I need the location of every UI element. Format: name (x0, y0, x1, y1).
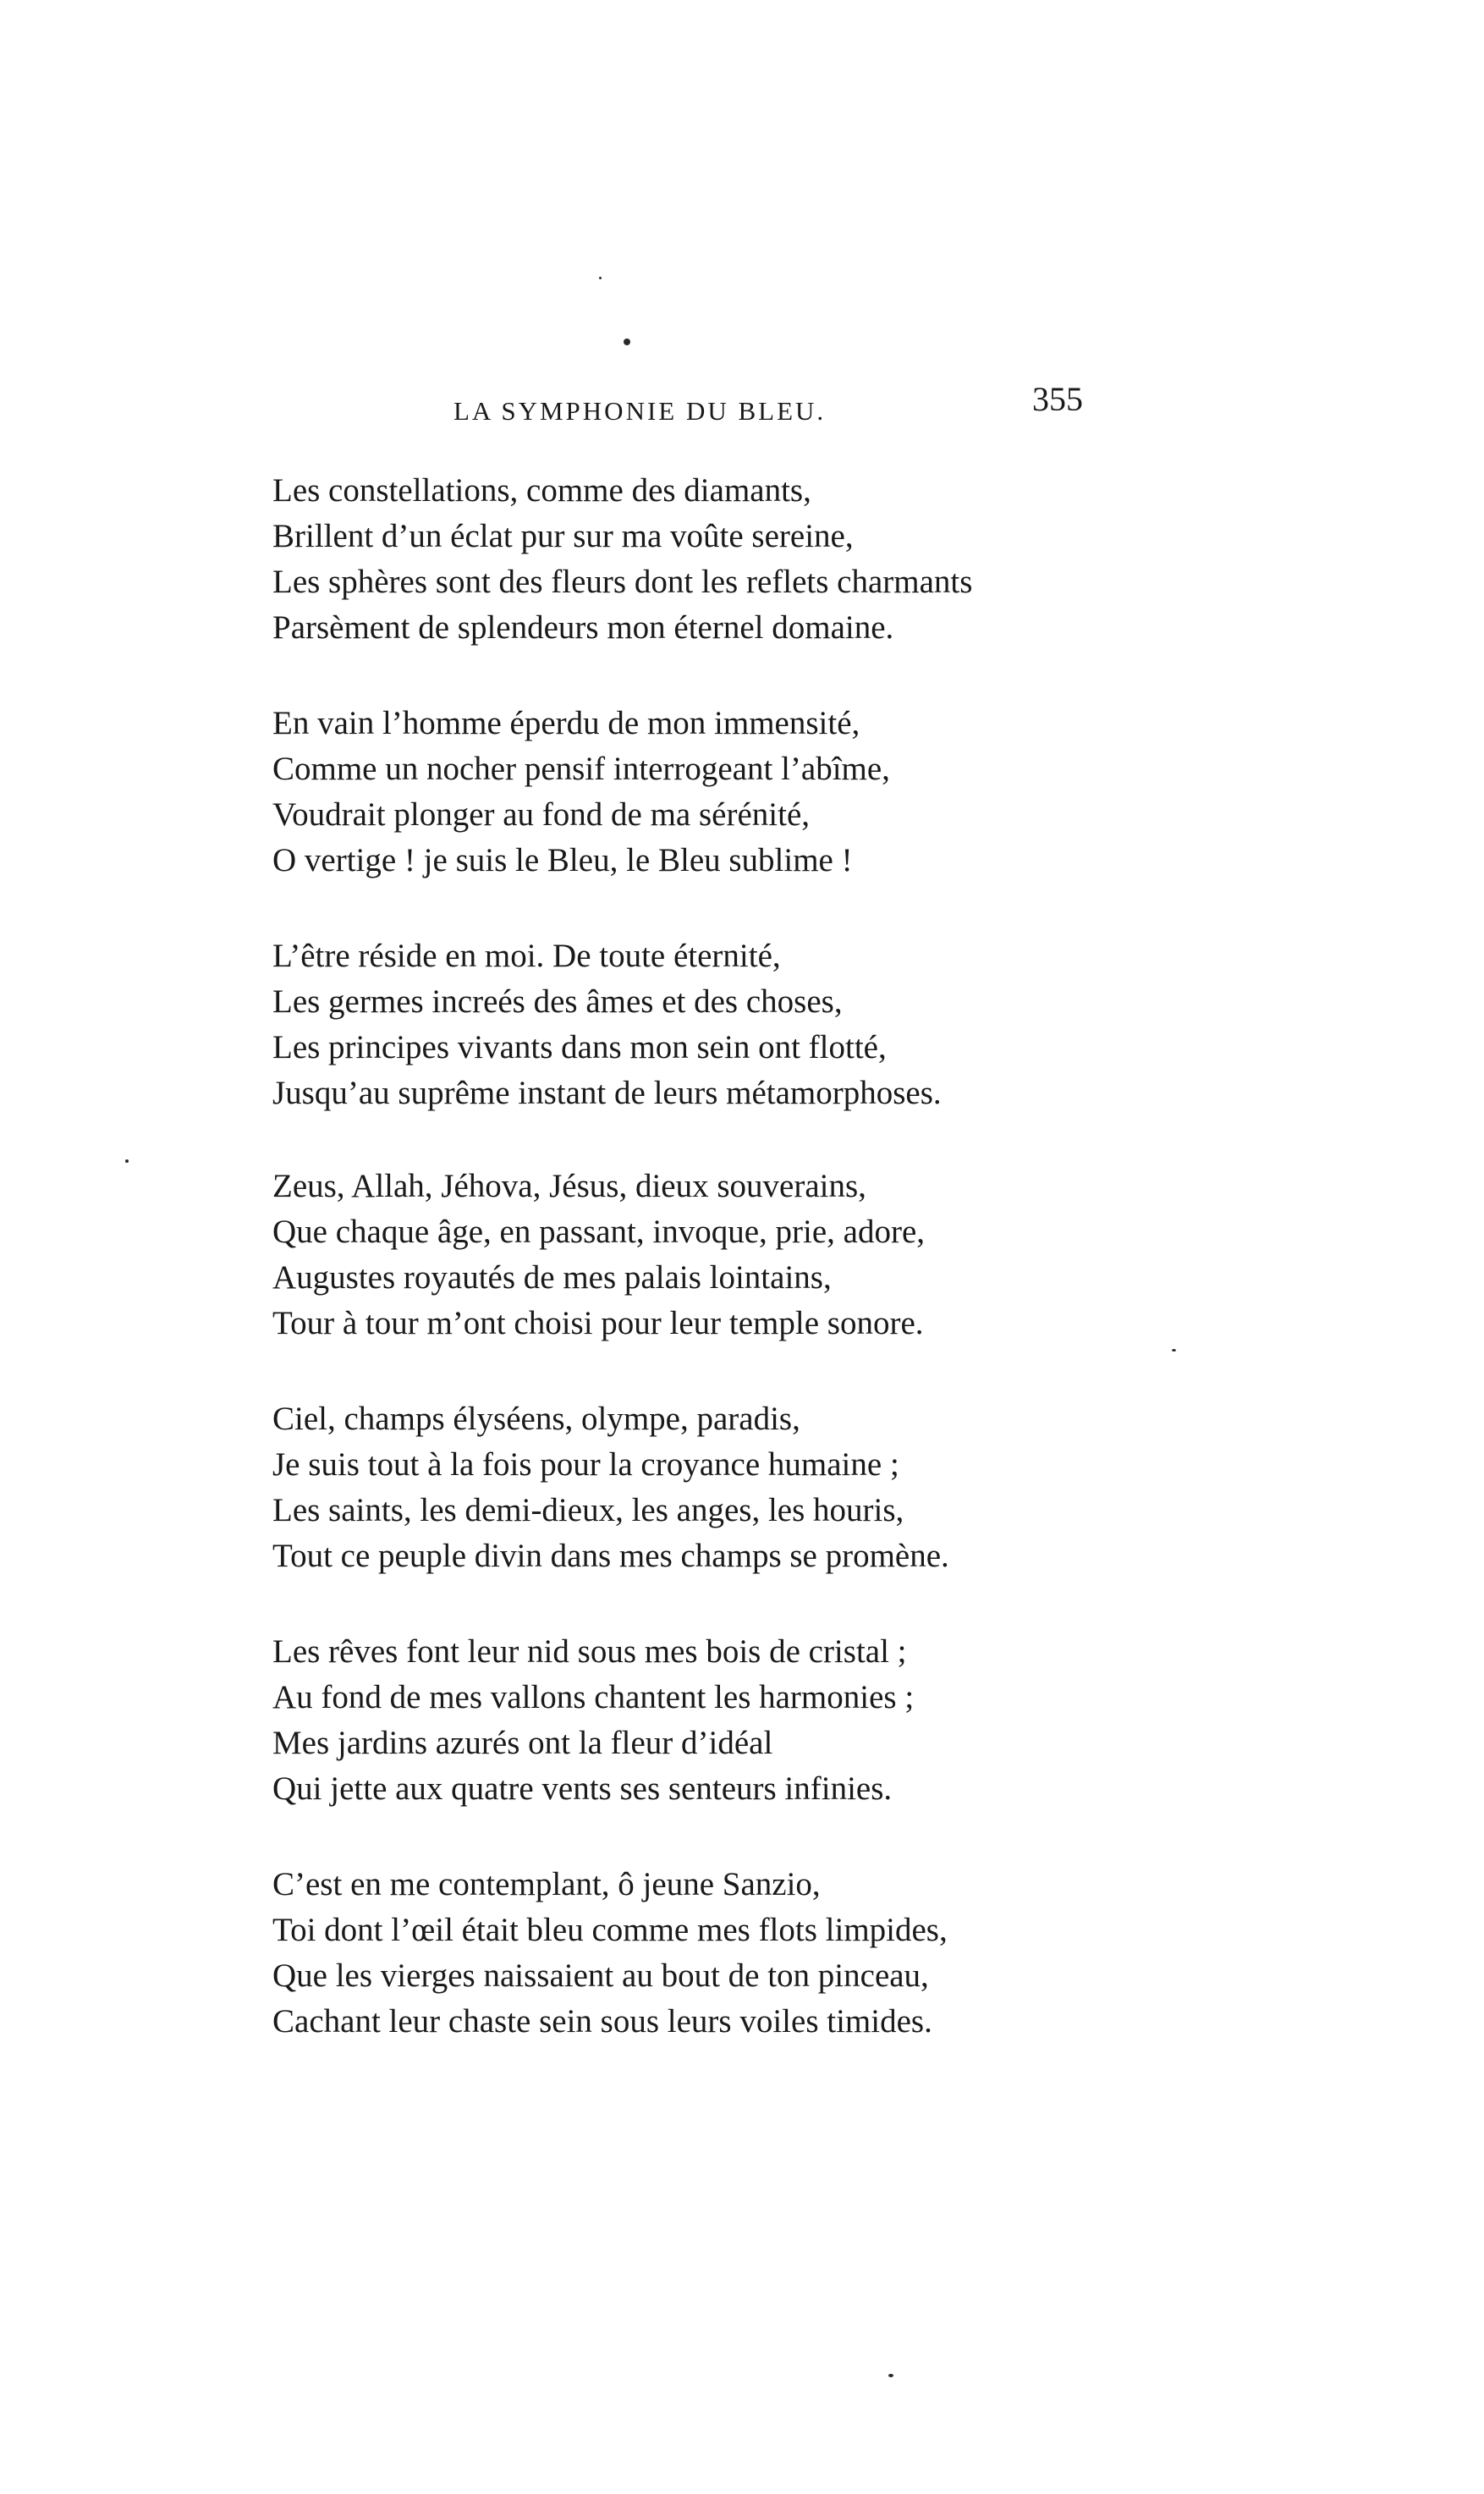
stanza-3 (272, 933, 1118, 1116)
verse-line: Parsèment de splendeurs mon éternel domaine. (272, 609, 894, 646)
verse-line: L’être réside en moi. De toute éternité, (272, 938, 781, 974)
verse-line: Ciel, champs élyséens, olympe, paradis, (272, 1401, 800, 1437)
verse-line: Comme un nocher pensif interrogeant l’abîme, (272, 751, 890, 787)
verse-line: Je suis tout à la fois pour la croyance humaine ; (272, 1446, 899, 1483)
ink-speck (624, 339, 630, 345)
stanza-2 (272, 701, 1118, 884)
ink-speck (599, 277, 602, 279)
verse-line: Brillent d’un éclat pur sur ma voûte sereine, (272, 518, 854, 554)
ink-speck (888, 2374, 893, 2377)
verse-line: Que chaque âge, en passant, invoque, prie, adore, (272, 1214, 926, 1250)
stanza-6 (272, 1629, 1118, 1812)
verse-line: Les sphères sont des fleurs dont les reflets charmants (272, 564, 973, 600)
verse-line: Qui jette aux quatre vents ses senteurs infinies. (272, 1770, 893, 1807)
verse-line: Toi dont l’œil était bleu comme mes flots limpides, (272, 1912, 948, 1948)
running-title: LA SYMPHONIE DU BLEU. (453, 396, 827, 426)
verse-line: C’est en me contemplant, ô jeune Sanzio, (272, 1866, 821, 1902)
ink-speck (125, 1159, 129, 1163)
verse-line: Les saints, les demi-dieux, les anges, les houris, (272, 1492, 904, 1528)
verse-line: Mes jardins azurés ont la fleur d’idéal (272, 1725, 773, 1761)
verse-line: Jusqu’au suprême instant de leurs métamorphoses. (272, 1075, 942, 1111)
verse-line: O vertige ! je suis le Bleu, le Bleu sublime ! (272, 842, 853, 878)
verse-line: Les germes increés des âmes et des choses, (272, 983, 843, 1020)
stanza-1 (272, 468, 1118, 651)
verse-line: Tour à tour m’ont choisi pour leur temple sonore. (272, 1305, 924, 1341)
verse-line: Les rêves font leur nid sous mes bois de cristal ; (272, 1633, 907, 1670)
verse-line: Voudrait plonger au fond de ma sérénité, (272, 796, 811, 833)
verse-line: Zeus, Allah, Jéhova, Jésus, dieux souverains, (272, 1168, 866, 1204)
page-number: 355 (1032, 380, 1083, 418)
verse-line: Tout ce peuple divin dans mes champs se promène. (272, 1538, 949, 1574)
verse-line: Augustes royautés de mes palais lointains, (272, 1259, 832, 1296)
verse-line: Les constellations, comme des diamants, (272, 472, 811, 509)
stanza-7 (272, 1862, 1118, 2045)
verse-line: Les principes vivants dans mon sein ont flotté, (272, 1029, 887, 1065)
stanza-5 (272, 1396, 1118, 1579)
ink-speck (1172, 1349, 1176, 1352)
verse-line: Au fond de mes vallons chantent les harmonies ; (272, 1679, 915, 1715)
verse-line: Cachant leur chaste sein sous leurs voiles timides. (272, 2003, 932, 2040)
verse-line: En vain l’homme éperdu de mon immensité, (272, 705, 860, 741)
stanza-4 (272, 1164, 1118, 1346)
verse-line: Que les vierges naissaient au bout de ton pinceau, (272, 1957, 929, 1994)
